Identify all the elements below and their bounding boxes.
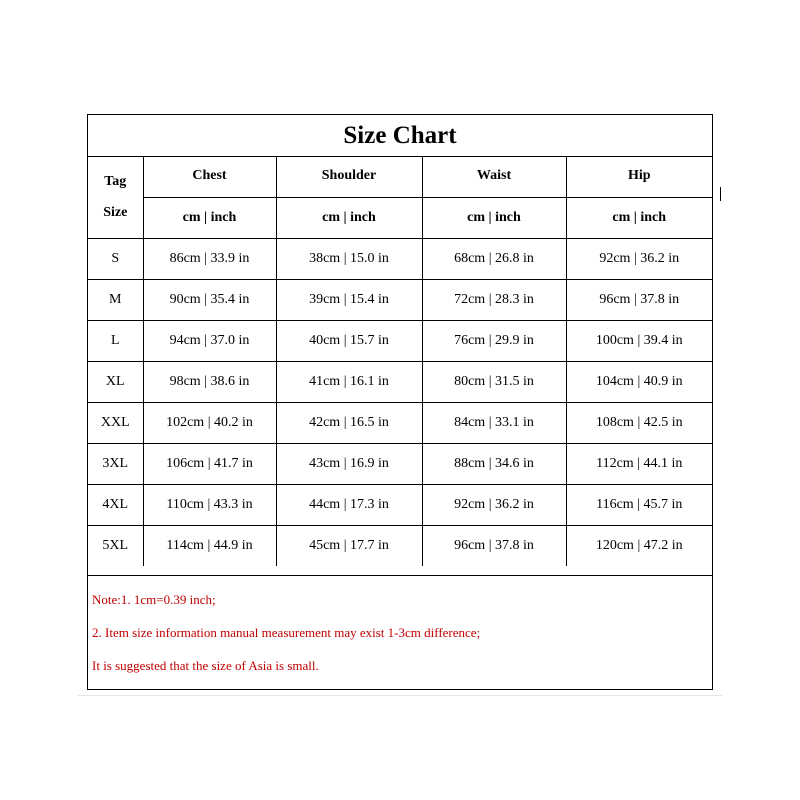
shoulder-cell: 39cm | 15.4 in (276, 279, 422, 320)
shoulder-cell: 41cm | 16.1 in (276, 361, 422, 402)
note-line-1: Note:1. 1cm=0.39 inch; (92, 592, 216, 607)
hip-cell: 96cm | 37.8 in (566, 279, 712, 320)
size-cell: 3XL (88, 443, 143, 484)
shoulder-cell: 40cm | 15.7 in (276, 320, 422, 361)
tag-size-header-line1: Tag (104, 173, 127, 189)
column-header-waist: Waist (422, 156, 566, 197)
table-row (88, 361, 712, 402)
hip-cell: 104cm | 40.9 in (566, 361, 712, 402)
table-row (88, 320, 712, 361)
table-row (88, 238, 712, 279)
bottom-divider (78, 695, 722, 696)
chest-cell: 106cm | 41.7 in (143, 443, 276, 484)
column-header-hip: Hip (566, 156, 712, 197)
size-cell: XXL (88, 402, 143, 443)
table-row (88, 443, 712, 484)
waist-cell: 76cm | 29.9 in (422, 320, 566, 361)
size-cell: S (88, 238, 143, 279)
chest-cell: 98cm | 38.6 in (143, 361, 276, 402)
chest-cell: 114cm | 44.9 in (143, 525, 276, 566)
table-row (88, 525, 712, 566)
chest-cell: 94cm | 37.0 in (143, 320, 276, 361)
shoulder-cell: 44cm | 17.3 in (276, 484, 422, 525)
table-row (88, 402, 712, 443)
size-cell: XL (88, 361, 143, 402)
chart-title: Size Chart (88, 115, 712, 157)
waist-cell: 80cm | 31.5 in (422, 361, 566, 402)
unit-label-shoulder: cm | inch (276, 197, 422, 238)
tag-size-header-line2: Size (103, 204, 128, 220)
note-line-3: It is suggested that the size of Asia is small. (92, 658, 319, 673)
table-row (88, 279, 712, 320)
text-cursor-mark (720, 187, 721, 201)
tag-size-header (88, 156, 143, 238)
column-header-chest: Chest (143, 156, 276, 197)
shoulder-cell: 43cm | 16.9 in (276, 443, 422, 484)
notes-section (88, 575, 712, 689)
size-table (88, 156, 712, 566)
column-header-shoulder: Shoulder (276, 156, 422, 197)
size-cell: 4XL (88, 484, 143, 525)
size-cell: 5XL (88, 525, 143, 566)
waist-cell: 68cm | 26.8 in (422, 238, 566, 279)
unit-label-chest: cm | inch (143, 197, 276, 238)
hip-cell: 108cm | 42.5 in (566, 402, 712, 443)
hip-cell: 92cm | 36.2 in (566, 238, 712, 279)
hip-cell: 116cm | 45.7 in (566, 484, 712, 525)
size-cell: M (88, 279, 143, 320)
hip-cell: 100cm | 39.4 in (566, 320, 712, 361)
shoulder-cell: 38cm | 15.0 in (276, 238, 422, 279)
waist-cell: 96cm | 37.8 in (422, 525, 566, 566)
waist-cell: 88cm | 34.6 in (422, 443, 566, 484)
hip-cell: 120cm | 47.2 in (566, 525, 712, 566)
size-table-body (88, 156, 712, 566)
header-row-names (88, 156, 712, 197)
shoulder-cell: 42cm | 16.5 in (276, 402, 422, 443)
chest-cell: 86cm | 33.9 in (143, 238, 276, 279)
chest-cell: 102cm | 40.2 in (143, 402, 276, 443)
size-cell: L (88, 320, 143, 361)
waist-cell: 72cm | 28.3 in (422, 279, 566, 320)
size-chart (87, 114, 713, 690)
unit-label-hip: cm | inch (566, 197, 712, 238)
note-line-2: 2. Item size information manual measurement may exist 1-3cm difference; (92, 625, 481, 640)
waist-cell: 84cm | 33.1 in (422, 402, 566, 443)
hip-cell: 112cm | 44.1 in (566, 443, 712, 484)
table-row (88, 484, 712, 525)
chest-cell: 90cm | 35.4 in (143, 279, 276, 320)
waist-cell: 92cm | 36.2 in (422, 484, 566, 525)
chest-cell: 110cm | 43.3 in (143, 484, 276, 525)
header-row-units (88, 197, 712, 238)
shoulder-cell: 45cm | 17.7 in (276, 525, 422, 566)
unit-label-waist: cm | inch (422, 197, 566, 238)
